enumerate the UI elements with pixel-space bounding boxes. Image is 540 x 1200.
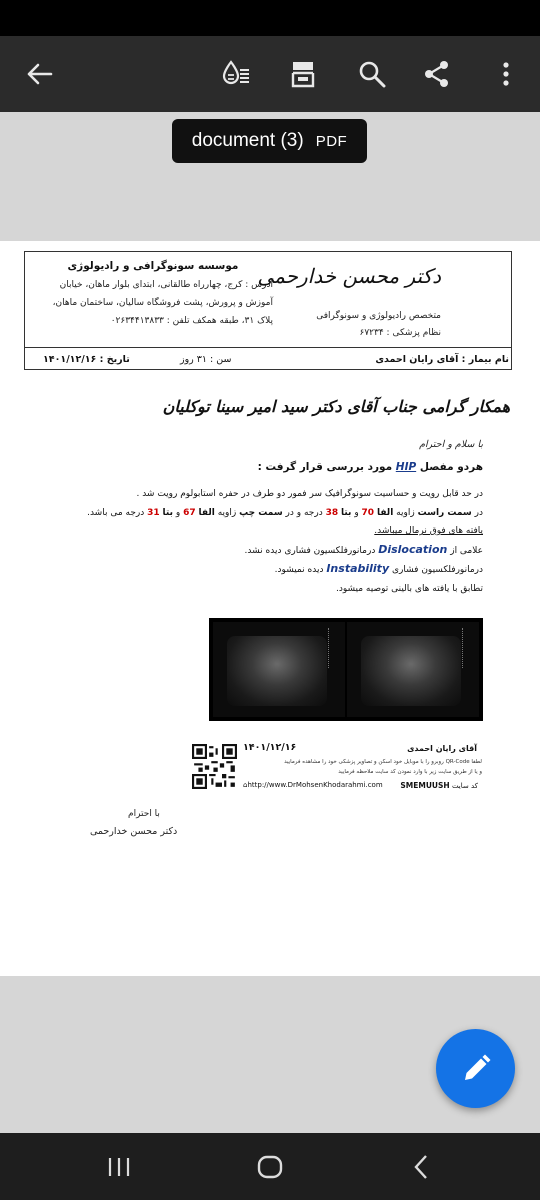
qr-patient-name: آقای رایان احمدی xyxy=(407,744,477,753)
signature: دکتر محسن خدارحمی xyxy=(90,826,178,837)
text: درجه می باشد. xyxy=(87,507,145,518)
ultrasound-images xyxy=(209,618,483,721)
liquid-mode-icon xyxy=(221,59,251,89)
finding-line-1: در حد قابل رویت و حساسیت سونوگرافیک سر فمور دو طرف در حفره استابولوم رویت شد . xyxy=(136,489,483,499)
back-arrow-icon xyxy=(25,62,53,86)
pencil-icon xyxy=(460,1053,492,1085)
finding-line-6: تطابق با یافته های بالینی توصیه میشود. xyxy=(335,583,483,594)
instability-term: Instability xyxy=(326,562,390,575)
share-button[interactable] xyxy=(409,36,465,112)
back-nav-button[interactable] xyxy=(381,1133,461,1200)
recent-apps-button[interactable] xyxy=(79,1133,159,1200)
right-alpha-value: 70 xyxy=(361,507,375,518)
text: زاویه xyxy=(396,507,415,518)
scan-area xyxy=(227,636,327,706)
system-nav-bar xyxy=(0,1133,540,1200)
organize-pages-button[interactable] xyxy=(275,36,331,112)
text: سمت راست xyxy=(417,507,472,518)
doctor-credentials xyxy=(316,308,441,342)
qr-instruction-2: و یا از طریق سایت زیر با وارد نمودن کد سایت ملاحظه فرمایید xyxy=(338,769,482,775)
text: سمت چپ xyxy=(239,507,283,518)
organize-pages-icon xyxy=(291,60,315,88)
ultrasound-image-right xyxy=(213,622,345,717)
site-code-label: کد سایت xyxy=(451,782,478,790)
patient-name: نام بیمار : آقای رایان احمدی xyxy=(375,354,509,365)
pdf-page[interactable] xyxy=(0,241,540,976)
report-body xyxy=(23,485,483,598)
text: الفا xyxy=(376,507,394,518)
right-beta-value: 38 xyxy=(325,507,339,518)
site-code xyxy=(400,781,478,790)
home-button[interactable] xyxy=(230,1133,310,1200)
top-toolbar xyxy=(0,36,540,112)
report-heading xyxy=(258,461,483,473)
ultrasound-image-left xyxy=(347,622,479,717)
edit-fab-button[interactable] xyxy=(436,1029,515,1108)
scan-scale xyxy=(328,628,342,668)
report-header xyxy=(24,251,512,370)
header-divider xyxy=(25,347,511,348)
site-code-value: SMEMUUSH xyxy=(400,781,450,790)
recent-apps-icon xyxy=(107,1156,131,1178)
search-button[interactable] xyxy=(344,36,400,112)
text: الفا xyxy=(198,507,215,518)
finding-line-4 xyxy=(23,541,483,561)
closing-regards: با احترام xyxy=(128,809,160,819)
qr-code-icon xyxy=(192,744,237,789)
finding-line-3: یافته های فوق نرمال میباشد. xyxy=(374,526,483,536)
share-icon xyxy=(423,60,451,88)
patient-age: سن : ۳۱ روز xyxy=(180,354,232,365)
liquid-mode-button[interactable] xyxy=(208,36,264,112)
text: در xyxy=(474,507,483,518)
website-link[interactable]: ⌂ http://www.DrMohsenKhodarahmi.com xyxy=(243,781,383,789)
address-line: آموزش و پرورش، پشت فروشگاه سالیان، ساختمان ماهان، xyxy=(52,298,273,308)
text: زاویه xyxy=(217,507,237,518)
license-number: نظام پزشکی : ۶۷۲۳۴ xyxy=(359,328,441,338)
heading-post: مورد بررسی قرار گرفت : xyxy=(257,461,393,473)
back-chevron-icon xyxy=(413,1154,429,1180)
qr-instruction-1: لطفا QR-Code روبرو را با موبایل خود اسکن و تصاویر پزشکی خود را مشاهده فرمایید xyxy=(284,759,482,765)
status-bar xyxy=(0,0,540,36)
search-icon xyxy=(358,60,386,88)
greeting: با سلام و احترام xyxy=(419,439,483,450)
text: درمانورفلکسیون فشاری xyxy=(392,565,483,575)
finding-line-5 xyxy=(23,560,483,580)
text: بتا xyxy=(341,507,352,518)
doctor-name: دکتر محسن خدارحمی xyxy=(257,264,441,288)
dislocation-term: Dislocation xyxy=(378,542,448,556)
home-icon xyxy=(257,1155,283,1179)
document-name: document (3) xyxy=(191,130,304,151)
heading-pre: هردو مفصل xyxy=(419,461,483,473)
text: بتا xyxy=(162,507,173,518)
left-beta-value: 31 xyxy=(147,507,160,518)
institute-title: موسسه سونوگرافی و رادیولوژی xyxy=(67,260,239,272)
more-options-button[interactable] xyxy=(478,36,534,112)
document-type: PDF xyxy=(315,132,348,150)
left-alpha-value: 67 xyxy=(183,507,196,518)
finding-line-2 xyxy=(23,504,483,523)
report-date: تاریخ : ۱۴۰۱/۱۲/۱۶ xyxy=(43,354,130,365)
more-options-icon xyxy=(502,61,510,87)
text: و xyxy=(175,507,181,518)
scan-scale xyxy=(462,628,476,668)
colleague-salutation: همکار گرامی جناب آقای دکتر سید امیر سینا توکلیان xyxy=(162,397,510,416)
qr-date: ۱۴۰۱/۱۲/۱۶ xyxy=(243,742,297,753)
institute-info xyxy=(33,260,273,330)
back-button[interactable] xyxy=(11,36,67,112)
address-line: پلاک ۳۱، طبقه همکف تلفن : ۰۲۶۳۴۴۱۳۸۳۳ xyxy=(110,316,273,326)
text: درجه و در xyxy=(285,507,323,518)
text: و xyxy=(354,507,359,518)
specialty: متخصص رادیولوژی و سونوگرافی xyxy=(316,311,441,321)
scan-area xyxy=(361,636,461,706)
address-line: آدرس : کرج، چهارراه طالقانی، ابتدای بلوار ماهان، خیابان xyxy=(59,280,273,290)
text: علامی از xyxy=(450,545,483,556)
text: دیده نمیشود. xyxy=(274,565,324,575)
document-title-chip xyxy=(172,119,367,163)
text: درمانورفلکسیون فشاری دیده نشد. xyxy=(244,545,376,556)
heading-hip: HIP xyxy=(395,461,417,473)
